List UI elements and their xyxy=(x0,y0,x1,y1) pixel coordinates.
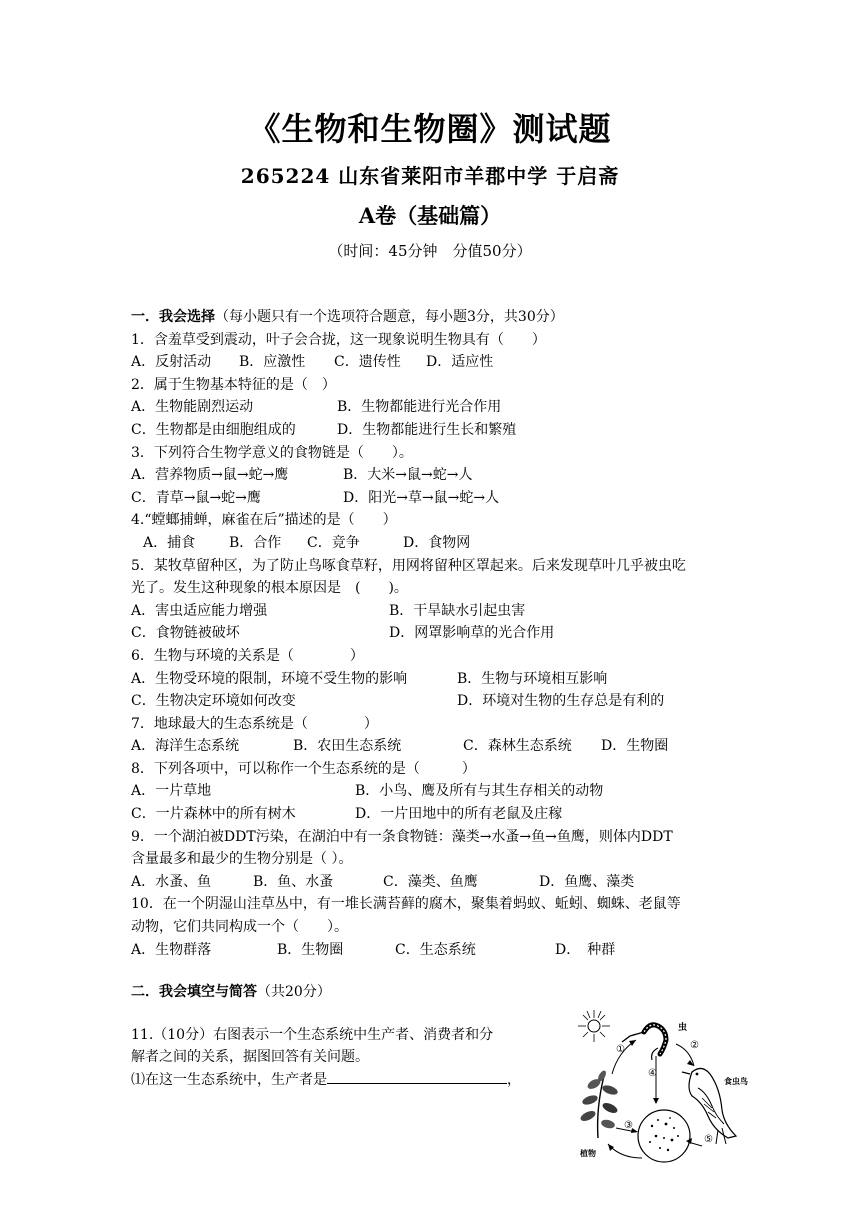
question-stem: 10．在一个阴湿山洼草丛中，有一堆长满苔藓的腐木，聚集着蚂蚁、蚯蚓、蜘蛛、老鼠等 xyxy=(131,896,681,913)
insect-icon xyxy=(622,1025,666,1060)
option-c: C．食物链被破坏 xyxy=(131,625,240,642)
options-row xyxy=(131,939,741,962)
option-a: A．反射活动 xyxy=(131,354,212,371)
option-d: D．食物网 xyxy=(403,534,471,551)
options-row xyxy=(131,690,741,713)
option-d: D．生物都能进行生长和繁殖 xyxy=(337,421,517,438)
option-d: D．鱼鹰、藻类 xyxy=(539,873,635,890)
question-stem: 4.“螳螂捕蝉，麻雀在后”描述的是（ ） xyxy=(131,512,397,529)
option-d: D．阳光→草→鼠→蛇→人 xyxy=(343,489,500,506)
option-d: D．网罩影响草的光合作用 xyxy=(389,625,555,642)
question-stem: 6．生物与环境的关系是（ ） xyxy=(131,647,364,664)
question-stem-cont: 解者之间的关系，据图回答有关问题。 xyxy=(131,1049,369,1066)
question-stem: 5．某牧草留种区，为了防止鸟啄食草籽，用网将留种区罩起来。后来发现草叶几乎被虫吃 xyxy=(131,557,686,574)
section1-note: （每小题只有一个选项符合题意，每小题3分，共30分） xyxy=(215,309,564,325)
document-body xyxy=(131,306,741,1092)
option-a: A．捕食 xyxy=(143,534,196,551)
ecosystem-diagram xyxy=(572,1008,758,1168)
option-b: B．生物都能进行光合作用 xyxy=(337,399,502,416)
option-b: B．小鸟、鹰及所有与其生存相关的动物 xyxy=(355,783,604,800)
option-b: B．生物圈 xyxy=(277,941,344,958)
option-c: C．森林生态系统 xyxy=(463,738,572,755)
question-stem: 3．下列符合生物学意义的食物链是（ ）。 xyxy=(131,444,413,461)
option-b: B．生物与环境相互影响 xyxy=(457,670,608,687)
options-row xyxy=(131,780,741,803)
option-d: D． 种群 xyxy=(555,941,616,958)
volume-heading: A卷（基础篇） xyxy=(358,203,502,228)
options-row xyxy=(131,871,741,894)
options-row xyxy=(131,487,741,510)
section2-note: （共20分） xyxy=(257,984,331,1001)
step-1: ① xyxy=(616,1044,625,1055)
option-b: B．鱼、水蚤 xyxy=(253,873,334,890)
time-info: （时间：45分钟 分值50分） xyxy=(328,242,532,260)
plant-label: 植物 xyxy=(580,1148,596,1158)
page-title: 《生物和生物圈》测试题 xyxy=(248,110,612,148)
option-c: C．生物决定环境如何改变 xyxy=(131,693,296,710)
option-a: A．生物受环境的限制，环境不受生物的影响 xyxy=(131,670,408,687)
question-stem-cont: 光了。发生这种现象的根本原因是 ( )。 xyxy=(131,580,408,597)
question-stem-cont: 动物，它们共同构成一个（ ）。 xyxy=(131,919,348,936)
option-c: C．竞争 xyxy=(307,534,360,551)
option-b: B．农田生态系统 xyxy=(293,738,402,755)
option-d: D．适应性 xyxy=(426,354,494,371)
decomposer-icon xyxy=(638,1110,690,1162)
options-row xyxy=(131,622,741,645)
option-a: A．害虫适应能力增强 xyxy=(131,602,268,619)
author-line: 265224 山东省莱阳市羊郡中学 于启斋 xyxy=(240,164,620,188)
option-d: D．环境对生物的生存总是有利的 xyxy=(457,693,665,710)
options-row xyxy=(131,803,741,826)
option-d: D．一片田地中的所有老鼠及庄稼 xyxy=(355,806,563,823)
options-row xyxy=(131,396,741,419)
question-stem: 9．一个湖泊被DDT污染，在湖泊中有一条食物链：藻类→水蚤→鱼→鱼鹰，则体内DDT xyxy=(131,828,673,845)
insect-label: 虫 xyxy=(678,1023,688,1033)
option-a: A．生物能剧烈运动 xyxy=(131,399,254,416)
option-b: B．合作 xyxy=(229,534,282,551)
sub-question-end: ， xyxy=(507,1072,521,1088)
question-stem: 11.（10分）右图表示一个生态系统中生产者、消费者和分 xyxy=(131,1026,494,1043)
sub-question-text: ⑴在这一生态系统中，生产者是 xyxy=(131,1072,327,1088)
step-5: ⑤ xyxy=(704,1134,713,1145)
step-4: ④ xyxy=(648,1068,657,1079)
question-stem: 1．含羞草受到震动，叶子会合拢，这一现象说明生物具有（ ） xyxy=(131,331,546,348)
options-row xyxy=(131,532,741,555)
option-b: B．干旱缺水引起虫害 xyxy=(389,602,526,619)
section1-title: 一．我会选择 xyxy=(131,309,215,325)
question-stem: 2．属于生物基本特征的是（ ） xyxy=(131,376,336,393)
option-c: C．藻类、鱼鹰 xyxy=(383,873,478,890)
step-2: ② xyxy=(690,1040,699,1051)
option-b: B．大米→鼠→蛇→人 xyxy=(343,467,473,484)
bird-label: 食虫鸟 xyxy=(724,1076,748,1086)
question-stem: 8．下列各项中，可以称作一个生态系统的是（ ） xyxy=(131,760,476,777)
option-a: A．水蚤、鱼 xyxy=(131,873,212,890)
options-row xyxy=(131,735,741,758)
options-row xyxy=(131,351,741,374)
answer-blank[interactable] xyxy=(327,1069,507,1084)
options-row xyxy=(131,668,741,691)
step-3: ③ xyxy=(624,1120,633,1131)
option-c: C．一片森林中的所有树木 xyxy=(131,806,296,823)
option-a: A．一片草地 xyxy=(131,783,212,800)
option-c: C．青草→鼠→蛇→鹰 xyxy=(131,489,261,506)
options-row xyxy=(131,600,741,623)
option-a: A．营养物质→鼠→蛇→鹰 xyxy=(131,467,289,484)
option-c: C．生物都是由细胞组成的 xyxy=(131,421,296,438)
section2-heading xyxy=(131,981,741,1004)
plant-icon xyxy=(579,1069,619,1138)
option-b: B．应激性 xyxy=(239,354,306,371)
options-row xyxy=(131,464,741,487)
option-d: D．生物圈 xyxy=(601,738,669,755)
options-row xyxy=(131,419,741,442)
option-c: C．遗传性 xyxy=(334,354,401,371)
question-stem-cont: 含量最多和最少的生物分别是（ ）。 xyxy=(131,851,353,868)
option-c: C．生态系统 xyxy=(395,941,476,958)
sun-icon xyxy=(578,1010,610,1042)
section2-title: 二．我会填空与简答 xyxy=(131,984,257,1001)
option-a: A．海洋生态系统 xyxy=(131,738,240,755)
section1-heading xyxy=(131,306,741,329)
option-a: A．生物群落 xyxy=(131,941,212,958)
question-stem: 7．地球最大的生态系统是（ ） xyxy=(131,715,378,732)
